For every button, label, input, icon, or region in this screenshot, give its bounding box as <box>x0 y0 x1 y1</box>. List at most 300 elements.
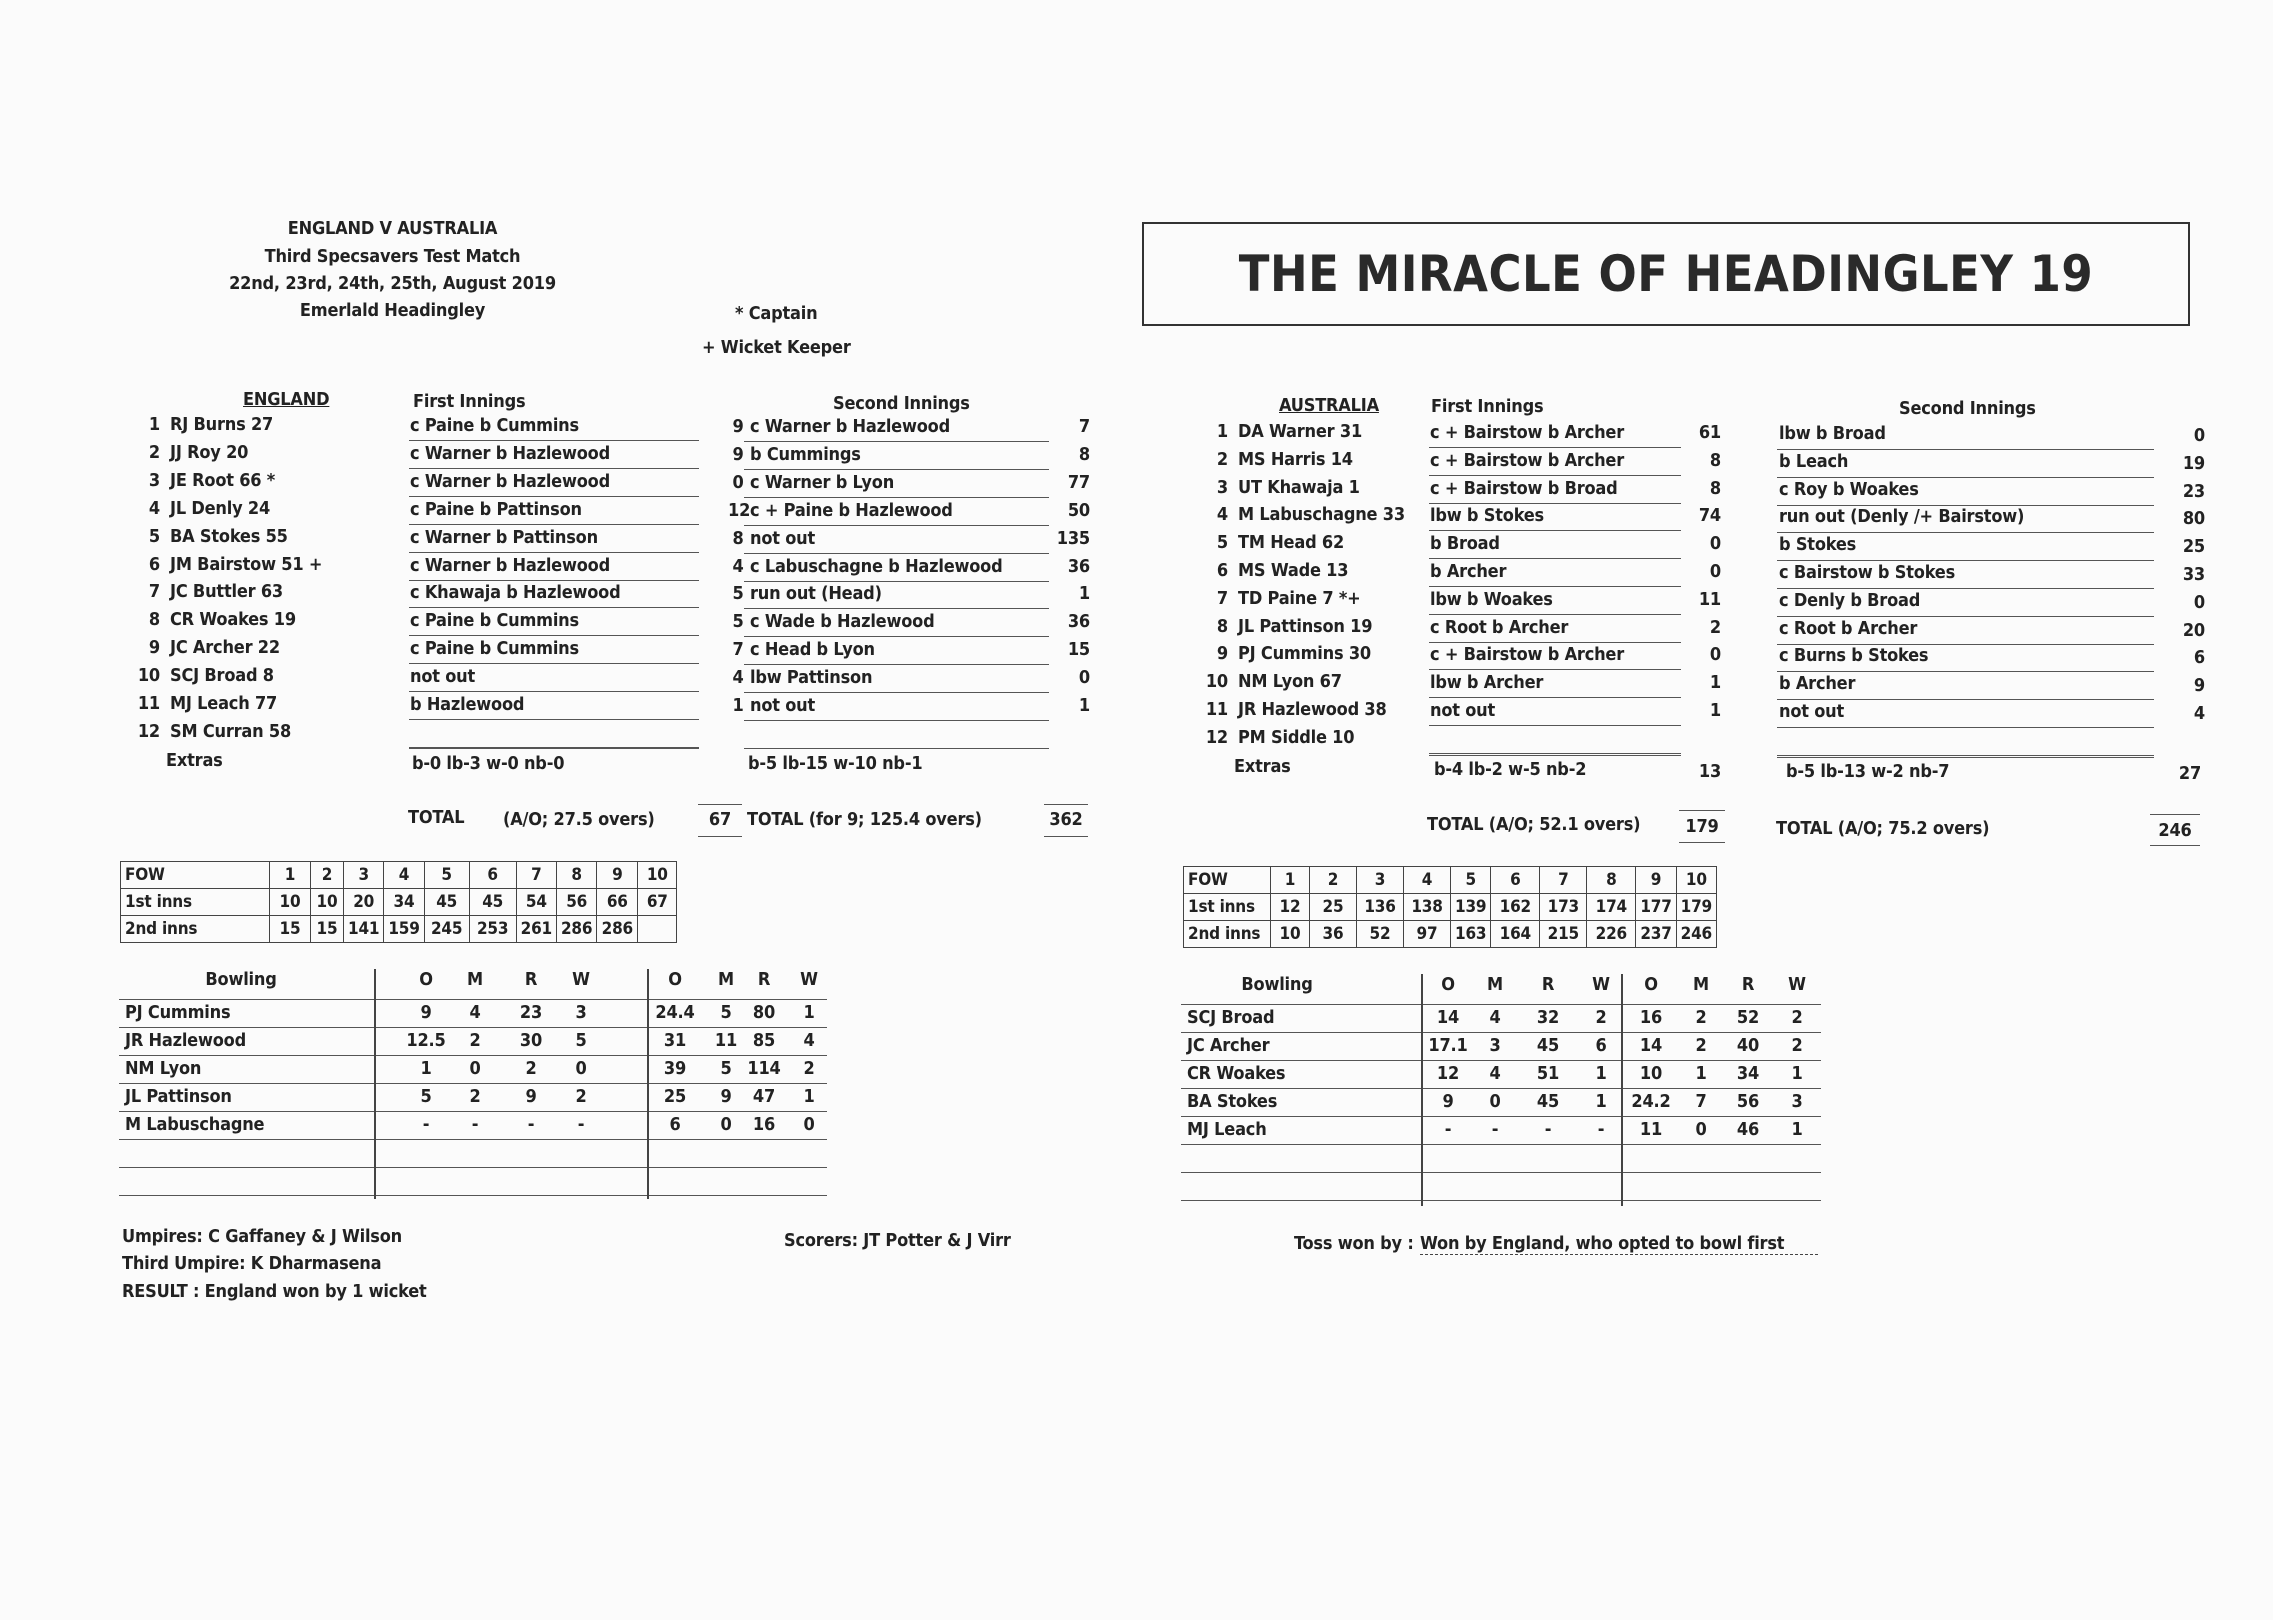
fow-cell: 6 <box>1491 867 1540 894</box>
divider-line <box>744 608 1049 609</box>
column-divider <box>1621 974 1623 1206</box>
bowling-column-header: O <box>1441 974 1455 995</box>
fow-cell: 245 <box>424 916 469 943</box>
bowling-column-header: R <box>524 969 538 990</box>
rule-line <box>119 1111 827 1112</box>
bowling-figure: 1 <box>1791 1119 1803 1140</box>
fow-cell: 10 <box>311 889 344 916</box>
bowling-figure: 2 <box>469 1086 481 1107</box>
match-venue: Emerlald Headingley <box>299 300 486 321</box>
divider-line <box>744 720 1049 721</box>
fow-row <box>121 862 677 889</box>
bowling-figure: - <box>1491 1119 1499 1140</box>
bowling-figure: 4 <box>1489 1007 1501 1028</box>
batsman-name: JC Archer 22 <box>170 637 280 658</box>
dismissal-first-innings: c Root b Archer <box>1430 617 1569 638</box>
bowling-figure: 9 <box>420 1002 432 1023</box>
bowling-column-header: M <box>1487 974 1503 995</box>
fow-cell: 97 <box>1404 921 1451 948</box>
bowler-name: NM Lyon <box>125 1058 202 1079</box>
bowling-figure: 24.4 <box>655 1002 695 1023</box>
runs-second-innings: 8 <box>1078 444 1090 465</box>
divider-line <box>1777 532 2154 533</box>
bowling-column-header: R <box>1741 974 1755 995</box>
runs-second-innings: 0 <box>1078 667 1090 688</box>
runs-second-innings: 0 <box>2193 425 2205 446</box>
dismissal-second-innings: c Warner b Hazlewood <box>750 416 950 437</box>
bowling-figure: 80 <box>752 1002 776 1023</box>
dismissal-second-innings: b Leach <box>1779 451 1849 472</box>
fow-cell: 138 <box>1404 894 1451 921</box>
batting-order-number: 2 <box>148 442 160 463</box>
batting-order-number: 2 <box>1216 449 1228 470</box>
second-innings-order: 12 <box>728 500 751 521</box>
england-total1-desc: (A/O; 27.5 overs) <box>503 809 655 830</box>
fow-cell: 1 <box>1271 867 1310 894</box>
bowling-column-header: R <box>757 969 771 990</box>
australia-team-heading: AUSTRALIA <box>1279 395 1379 416</box>
bowling-figure: 1 <box>803 1002 815 1023</box>
bowling-figure: 46 <box>1736 1119 1760 1140</box>
runs-first-innings: 11 <box>1698 589 1721 610</box>
bowling-figure: 6 <box>1595 1035 1607 1056</box>
divider-line <box>744 469 1049 470</box>
bowling-figure: 51 <box>1536 1063 1560 1084</box>
fow-cell: 1 <box>270 862 311 889</box>
dismissal-first-innings: c Warner b Hazlewood <box>410 555 610 576</box>
bowling-figure: 0 <box>1695 1119 1707 1140</box>
australia-total1-desc: TOTAL (A/O; 52.1 overs) <box>1427 814 1641 835</box>
bowling-figure: 23 <box>519 1002 543 1023</box>
fow-cell: 174 <box>1587 894 1636 921</box>
batsman-name: TD Paine 7 *+ <box>1238 588 1361 609</box>
dismissal-first-innings: c Paine b Pattinson <box>410 499 582 520</box>
bowling-figure: - <box>577 1114 585 1135</box>
bowling-figure: 6 <box>669 1114 681 1135</box>
dismissal-second-innings: not out <box>1779 701 1845 722</box>
fow-cell: 8 <box>556 862 596 889</box>
divider-line <box>744 525 1049 526</box>
rule-line <box>119 1139 827 1140</box>
dismissal-second-innings: run out (Denly /+ Bairstow) <box>1779 506 2025 527</box>
runs-first-innings: 61 <box>1698 422 1721 443</box>
australia-extras-label: Extras <box>1234 756 1291 777</box>
second-innings-order: 5 <box>732 583 744 604</box>
runs-second-innings: 4 <box>2193 703 2205 724</box>
divider-line <box>1429 558 1681 559</box>
bowling-figure: 39 <box>663 1058 687 1079</box>
batsman-name: PM Siddle 10 <box>1238 727 1355 748</box>
australia-extras-first: b-4 lb-2 w-5 nb-2 <box>1434 759 1587 780</box>
fow-cell: 5 <box>1451 867 1491 894</box>
australia-first-innings-heading: First Innings <box>1431 396 1544 417</box>
bowling-column-header: W <box>572 969 590 990</box>
divider-line <box>1429 530 1681 531</box>
divider-line <box>744 441 1049 442</box>
bowling-figure: 2 <box>469 1030 481 1051</box>
england-team-heading: ENGLAND <box>243 389 330 410</box>
bowling-column-header: O <box>1644 974 1658 995</box>
dismissal-first-innings: lbw b Stokes <box>1430 505 1545 526</box>
fow-cell: 162 <box>1491 894 1540 921</box>
batting-order-number: 5 <box>148 526 160 547</box>
bowling-column-header: M <box>1693 974 1709 995</box>
bowler-name: CR Woakes <box>1187 1063 1286 1084</box>
second-innings-order: 0 <box>732 472 744 493</box>
runs-second-innings: 0 <box>2193 592 2205 613</box>
runs-second-innings: 9 <box>2193 675 2205 696</box>
australia-total2-desc: TOTAL (A/O; 75.2 overs) <box>1776 818 1990 839</box>
fow-cell: 246 <box>1676 921 1716 948</box>
runs-second-innings: 50 <box>1067 500 1090 521</box>
fow-cell: 56 <box>556 889 596 916</box>
bowling-figure: 0 <box>1489 1091 1501 1112</box>
fow-row-label: 2nd inns <box>121 916 270 943</box>
runs-second-innings: 36 <box>1067 556 1090 577</box>
batting-order-number: 4 <box>148 498 160 519</box>
second-innings-order: 4 <box>732 556 744 577</box>
fow-cell: 10 <box>1676 867 1716 894</box>
runs-second-innings: 36 <box>1067 611 1090 632</box>
divider-line <box>409 524 699 525</box>
divider-line <box>409 691 699 692</box>
divider-line <box>1777 588 2154 589</box>
bowling-figure: 30 <box>519 1030 543 1051</box>
runs-second-innings: 135 <box>1056 528 1090 549</box>
bowling-figure: 4 <box>803 1030 815 1051</box>
bowling-figure: 4 <box>469 1002 481 1023</box>
runs-second-innings: 6 <box>2193 647 2205 668</box>
dismissal-first-innings: lbw b Archer <box>1430 672 1544 693</box>
bowling-figure: 52 <box>1736 1007 1760 1028</box>
fow-cell: 2 <box>1310 867 1357 894</box>
fow-cell: 215 <box>1540 921 1587 948</box>
bowling-figure: 17.1 <box>1428 1035 1468 1056</box>
england-bowling <box>119 969 827 1199</box>
bowling-figure: 45 <box>1536 1035 1560 1056</box>
bowling-figure: 2 <box>525 1058 537 1079</box>
second-innings-order: 7 <box>732 639 744 660</box>
divider-line <box>409 552 699 553</box>
dismissal-first-innings: b Archer <box>1430 561 1507 582</box>
batsman-name: SM Curran 58 <box>170 721 292 742</box>
second-innings-order: 9 <box>732 444 744 465</box>
bowling-figure: 9 <box>720 1086 732 1107</box>
batsman-name: CR Woakes 19 <box>170 609 296 630</box>
runs-second-innings: 77 <box>1067 472 1090 493</box>
bowling-figure: 0 <box>575 1058 587 1079</box>
dismissal-second-innings: b Stokes <box>1779 534 1857 555</box>
bowling-figure: 0 <box>720 1114 732 1135</box>
bowling-figure: 9 <box>1442 1091 1454 1112</box>
bowling-figure: 2 <box>1595 1007 1607 1028</box>
bowling-figure: 1 <box>1791 1063 1803 1084</box>
batsman-name: JM Bairstow 51 + <box>170 554 323 575</box>
bowling-figure: 3 <box>575 1002 587 1023</box>
divider-line <box>409 440 699 441</box>
bowling-figure: 45 <box>1536 1091 1560 1112</box>
england-fow-table <box>120 861 677 943</box>
fow-cell: 237 <box>1636 921 1676 948</box>
dismissal-second-innings: c Warner b Lyon <box>750 472 895 493</box>
runs-first-innings: 8 <box>1709 450 1721 471</box>
dismissal-second-innings: c Bairstow b Stokes <box>1779 562 1956 583</box>
batting-order-number: 6 <box>148 554 160 575</box>
fow-cell: 66 <box>597 889 638 916</box>
divider-line <box>1429 614 1681 615</box>
bowler-name: M Labuschagne <box>125 1114 265 1135</box>
bowling-figure: 9 <box>525 1086 537 1107</box>
fow-cell: 286 <box>556 916 596 943</box>
divider-line <box>1777 755 2154 756</box>
bowling-figure: 24.2 <box>1631 1091 1671 1112</box>
column-divider <box>1421 974 1423 1206</box>
batsman-name: JL Pattinson 19 <box>1238 616 1373 637</box>
batsman-name: MS Wade 13 <box>1238 560 1349 581</box>
fow-row <box>121 916 677 943</box>
column-divider <box>647 969 649 1199</box>
divider-line <box>409 635 699 636</box>
fow-cell: 12 <box>1271 894 1310 921</box>
bowling-figure: 14 <box>1639 1035 1663 1056</box>
fow-cell: 54 <box>516 889 556 916</box>
dismissal-first-innings: c Paine b Cummins <box>410 610 579 631</box>
england-first-innings-heading: First Innings <box>413 391 526 412</box>
dismissal-first-innings: c + Bairstow b Archer <box>1430 644 1624 665</box>
fow-cell <box>638 916 677 943</box>
england-total1: 67 <box>708 809 732 830</box>
australia-extras-first-total: 13 <box>1698 761 1722 782</box>
divider-line <box>1777 560 2154 561</box>
dismissal-first-innings: c Warner b Hazlewood <box>410 471 610 492</box>
divider-line <box>409 719 699 720</box>
bowling-figure: - <box>422 1114 430 1135</box>
dismissal-first-innings: c Paine b Cummins <box>410 415 579 436</box>
batsman-name: BA Stokes 55 <box>170 526 288 547</box>
batting-order-number: 1 <box>148 414 160 435</box>
fow-cell: 253 <box>469 916 516 943</box>
second-innings-order: 9 <box>732 416 744 437</box>
bowling-figure: - <box>471 1114 479 1135</box>
divider-line <box>744 553 1049 554</box>
rule-line <box>119 1055 827 1056</box>
batting-order-number: 5 <box>1216 532 1228 553</box>
bowling-figure: 2 <box>1791 1035 1803 1056</box>
fow-row-label: 1st inns <box>121 889 270 916</box>
dismissal-first-innings: c Warner b Hazlewood <box>410 443 610 464</box>
bowling-column-header: M <box>467 969 483 990</box>
australia-extras-second-total: 27 <box>2178 763 2202 784</box>
batting-order-number: 8 <box>148 609 160 630</box>
bowling-figure: - <box>527 1114 535 1135</box>
dismissal-second-innings: c Wade b Hazlewood <box>750 611 935 632</box>
australia-total1: 179 <box>1685 816 1719 837</box>
toss-value: Won by England, who opted to bowl first <box>1420 1233 1818 1255</box>
fow-cell: 226 <box>1587 921 1636 948</box>
runs-first-innings: 1 <box>1709 672 1721 693</box>
australia-total2: 246 <box>2158 820 2192 841</box>
dismissal-second-innings: lbw b Broad <box>1779 423 1886 444</box>
bowling-figure: 1 <box>1695 1063 1707 1084</box>
fow-cell: 67 <box>638 889 677 916</box>
bowling-figure: 3 <box>1791 1091 1803 1112</box>
divider-line <box>1429 753 1681 754</box>
fow-row-label: 2nd inns <box>1184 921 1271 948</box>
bowling-figure: 1 <box>420 1058 432 1079</box>
bowling-figure: 47 <box>752 1086 776 1107</box>
fow-cell: 177 <box>1636 894 1676 921</box>
bowling-figure: 2 <box>1695 1035 1707 1056</box>
bowler-name: JC Archer <box>1187 1035 1270 1056</box>
dismissal-first-innings: c + Bairstow b Archer <box>1430 422 1624 443</box>
divider-line <box>744 581 1049 582</box>
england-total2-desc: TOTAL (for 9; 125.4 overs) <box>747 809 982 830</box>
england-extras-label: Extras <box>166 750 223 771</box>
divider-line <box>744 497 1049 498</box>
fow-cell: 36 <box>1310 921 1357 948</box>
runs-first-innings: 0 <box>1709 533 1721 554</box>
runs-first-innings: 0 <box>1709 644 1721 665</box>
fow-row-label: FOW <box>1184 867 1271 894</box>
toss-label: Toss won by : <box>1294 1233 1414 1254</box>
dismissal-second-innings: c Root b Archer <box>1779 618 1918 639</box>
runs-first-innings: 2 <box>1709 617 1721 638</box>
rule-line <box>1181 1032 1821 1033</box>
runs-first-innings: 1 <box>1709 700 1721 721</box>
divider-line <box>409 607 699 608</box>
batting-order-number: 8 <box>1216 616 1228 637</box>
fow-cell: 286 <box>597 916 638 943</box>
batting-order-number: 3 <box>1216 477 1228 498</box>
fow-cell: 8 <box>1587 867 1636 894</box>
rule-line <box>119 999 827 1000</box>
bowling-heading: Bowling <box>205 969 277 990</box>
rule-line <box>1181 1200 1821 1201</box>
captain-legend: * Captain <box>735 303 818 324</box>
fow-cell: 159 <box>384 916 424 943</box>
batting-order-number: 1 <box>1216 421 1228 442</box>
fow-cell: 3 <box>1357 867 1404 894</box>
rule-line <box>1181 1088 1821 1089</box>
fow-cell: 20 <box>344 889 384 916</box>
runs-second-innings: 1 <box>1078 583 1090 604</box>
fow-row <box>1184 867 1717 894</box>
bowling-figure: 4 <box>1489 1063 1501 1084</box>
runs-second-innings: 15 <box>1067 639 1090 660</box>
fow-cell: 45 <box>424 889 469 916</box>
dismissal-second-innings: lbw Pattinson <box>750 667 873 688</box>
umpires: Umpires: C Gaffaney & J Wilson <box>122 1226 403 1247</box>
australia-fow-table <box>1183 866 1717 948</box>
batsman-name: JL Denly 24 <box>170 498 271 519</box>
divider-line <box>1777 477 2154 478</box>
bowling-column-header: O <box>668 969 682 990</box>
bowling-figure: 2 <box>1695 1007 1707 1028</box>
fow-cell: 7 <box>516 862 556 889</box>
runs-first-innings: 0 <box>1709 561 1721 582</box>
dismissal-first-innings: c Khawaja b Hazlewood <box>410 582 621 603</box>
dismissal-first-innings: not out <box>410 666 476 687</box>
batting-order-number: 6 <box>1216 560 1228 581</box>
divider-line <box>744 664 1049 665</box>
batting-order-number: 7 <box>1216 588 1228 609</box>
dismissal-first-innings: c + Bairstow b Broad <box>1430 478 1618 499</box>
england-second-innings-heading: Second Innings <box>833 393 970 414</box>
bowling-figure: 12.5 <box>406 1030 446 1051</box>
divider-line <box>1429 669 1681 670</box>
dismissal-first-innings: b Hazlewood <box>410 694 525 715</box>
bowling-figure: 5 <box>575 1030 587 1051</box>
result: RESULT : England won by 1 wicket <box>122 1281 427 1302</box>
fow-row <box>1184 921 1717 948</box>
fow-cell: 2 <box>311 862 344 889</box>
bowling-column-header: O <box>419 969 433 990</box>
bowling-figure: - <box>1597 1119 1605 1140</box>
bowling-figure: 2 <box>1791 1007 1803 1028</box>
dismissal-second-innings: run out (Head) <box>750 583 882 604</box>
england-total-label: TOTAL <box>408 807 465 828</box>
divider-line <box>744 636 1049 637</box>
rule-line <box>119 1195 827 1196</box>
runs-first-innings: 8 <box>1709 478 1721 499</box>
dismissal-first-innings: c Warner b Pattinson <box>410 527 598 548</box>
second-innings-order: 5 <box>732 611 744 632</box>
england-extras-first: b-0 lb-3 w-0 nb-0 <box>412 753 565 774</box>
divider-line <box>409 663 699 664</box>
bowling-column-header: W <box>800 969 818 990</box>
divider-line <box>409 496 699 497</box>
bowling-figure: 1 <box>1595 1063 1607 1084</box>
bowling-figure: 32 <box>1536 1007 1560 1028</box>
fow-cell: 136 <box>1357 894 1404 921</box>
bowling-figure: 1 <box>803 1086 815 1107</box>
fow-cell: 6 <box>469 862 516 889</box>
batsman-name: M Labuschagne 33 <box>1238 504 1405 525</box>
bowling-figure: 2 <box>575 1086 587 1107</box>
bowler-name: JR Hazlewood <box>125 1030 246 1051</box>
bowling-column-header: M <box>718 969 734 990</box>
divider-line <box>1777 449 2154 450</box>
batsman-name: JC Buttler 63 <box>170 581 283 602</box>
dismissal-second-innings: c Burns b Stokes <box>1779 645 1929 666</box>
bowling-figure: 7 <box>1695 1091 1707 1112</box>
fow-row <box>1184 894 1717 921</box>
fow-cell: 261 <box>516 916 556 943</box>
dismissal-second-innings: c Labuschagne b Hazlewood <box>750 556 1003 577</box>
fow-cell: 3 <box>344 862 384 889</box>
dismissal-second-innings: not out <box>750 695 816 716</box>
bowling-figure: 2 <box>803 1058 815 1079</box>
fow-cell: 25 <box>1310 894 1357 921</box>
batting-order-number: 11 <box>137 693 160 714</box>
bowling-figure: 40 <box>1736 1035 1760 1056</box>
divider-line <box>1777 671 2154 672</box>
batting-order-number: 12 <box>1205 727 1228 748</box>
fow-cell: 9 <box>597 862 638 889</box>
third-umpire: Third Umpire: K Dharmasena <box>122 1253 382 1274</box>
fow-cell: 141 <box>344 916 384 943</box>
page-title: THE MIRACLE OF HEADINGLEY 19 <box>1142 222 2190 326</box>
second-innings-order: 4 <box>732 667 744 688</box>
fow-cell: 9 <box>1636 867 1676 894</box>
fow-cell: 163 <box>1451 921 1491 948</box>
bowling-figure: 11 <box>1639 1119 1663 1140</box>
batsman-name: NM Lyon 67 <box>1238 671 1342 692</box>
bowling-figure: 16 <box>752 1114 776 1135</box>
australia-bowling <box>1181 974 1821 1206</box>
fow-cell: 15 <box>311 916 344 943</box>
dismissal-second-innings: b Cummings <box>750 444 861 465</box>
